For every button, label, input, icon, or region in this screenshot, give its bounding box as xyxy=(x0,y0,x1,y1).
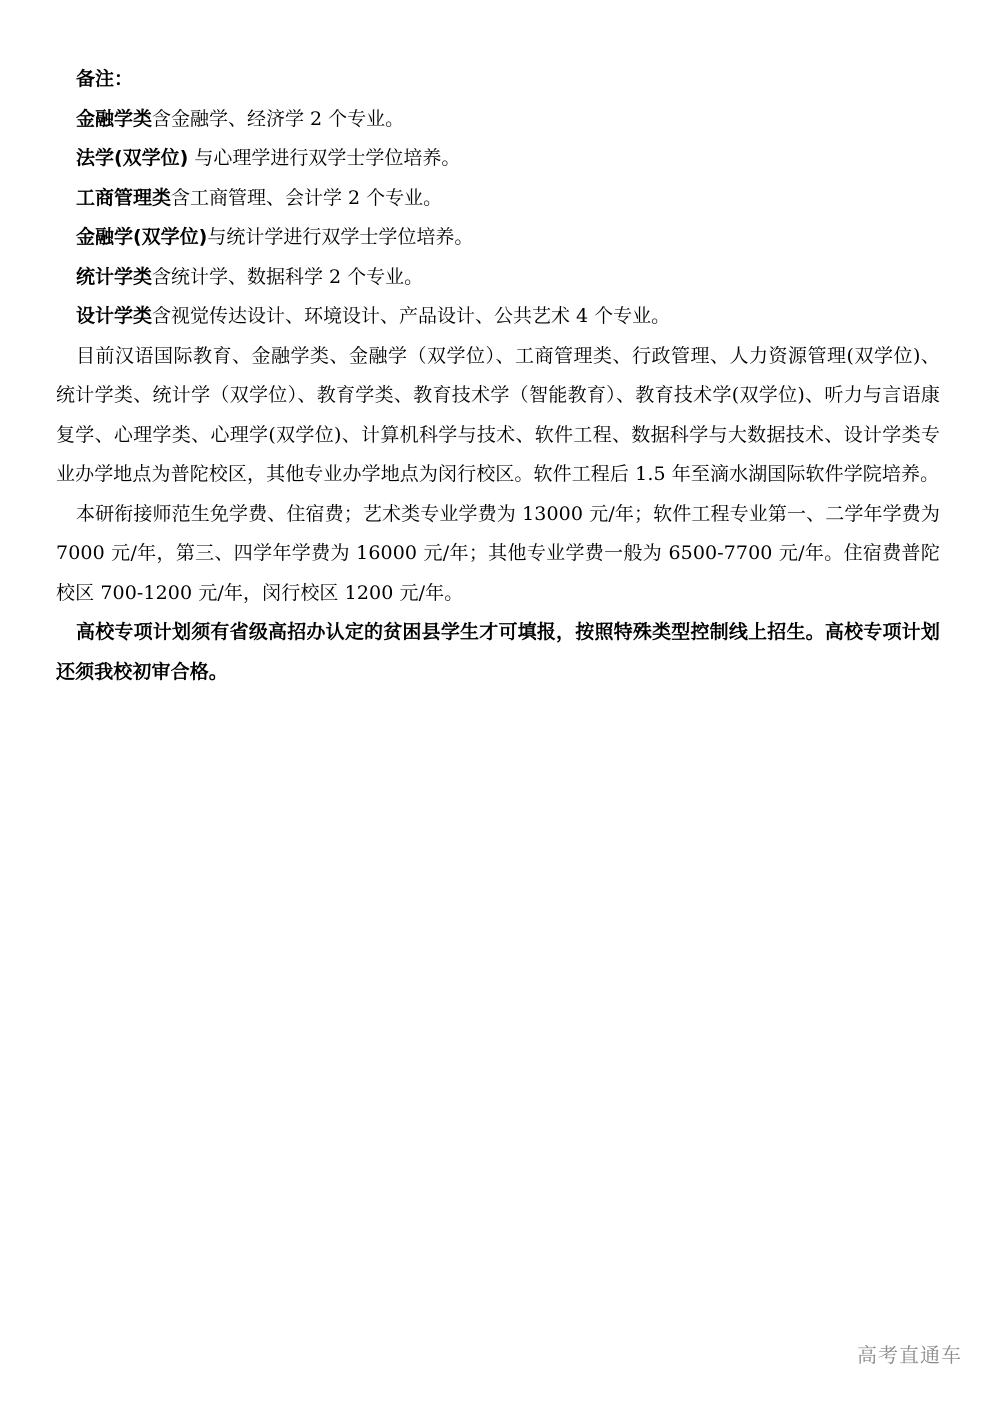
note-item xyxy=(56,297,940,337)
note-term: 设计学类 xyxy=(76,305,153,327)
note-desc: 与统计学进行双学士学位培养。 xyxy=(207,226,474,248)
note-term: 金融学类 xyxy=(76,107,153,130)
notes-heading: 备注： xyxy=(76,68,134,90)
note-item xyxy=(56,258,940,298)
note-item xyxy=(56,100,940,140)
special-plan-paragraph: 高校专项计划须有省级高招办认定的贫困县学生才可填报，按照特殊类型控制线上招生。高校专项计划还须我校初审合格。 xyxy=(56,621,940,683)
note-desc: 与心理学进行双学士学位培养。 xyxy=(188,147,461,169)
note-desc: 含统计学、数据科学 2 个专业。 xyxy=(152,265,424,288)
note-item xyxy=(56,179,940,219)
note-desc: 含视觉传达设计、环境设计、产品设计、公共艺术 4 个专业。 xyxy=(152,305,671,327)
note-term: 法学(双学位) xyxy=(76,147,189,169)
note-term: 工商管理类 xyxy=(76,186,172,209)
note-item xyxy=(56,139,940,179)
note-desc: 含工商管理、会计学 2 个专业。 xyxy=(171,186,443,209)
fees-paragraph: 本研衔接师范生免学费、住宿费；艺术类专业学费为 13000 元/年；软件工程专业第一、二学年学费为 7000 元/年，第三、四学年学费为 16000 元/年；其他专业学费一般为 6500-7700 元/年。住宿费普陀校区 700-1200 元/年，闵行校区 1200 元/年。 xyxy=(56,502,940,604)
watermark-text: 高考直通车 xyxy=(857,1343,962,1367)
note-term: 统计学类 xyxy=(76,265,153,288)
note-desc: 含金融学、经济学 2 个专业。 xyxy=(152,107,405,130)
notes-section xyxy=(56,60,940,692)
campus-paragraph: 目前汉语国际教育、金融学类、金融学（双学位）、工商管理类、行政管理、人力资源管理(双学位)、统计学类、统计学（双学位）、教育学类、教育技术学（智能教育）、教育技术学(双学位)、听力与言语康复学、心理学类、心理学(双学位)、计算机科学与技术、软件工程、数据科学与大数据技术、设计学类专业办学地点为普陀校区，其他专业办学地点为闵行校区。软件工程后 1.5 年至滴水湖国际软件学院培养。 xyxy=(56,344,940,485)
note-term: 金融学(双学位) xyxy=(76,226,208,248)
note-item xyxy=(56,218,940,258)
